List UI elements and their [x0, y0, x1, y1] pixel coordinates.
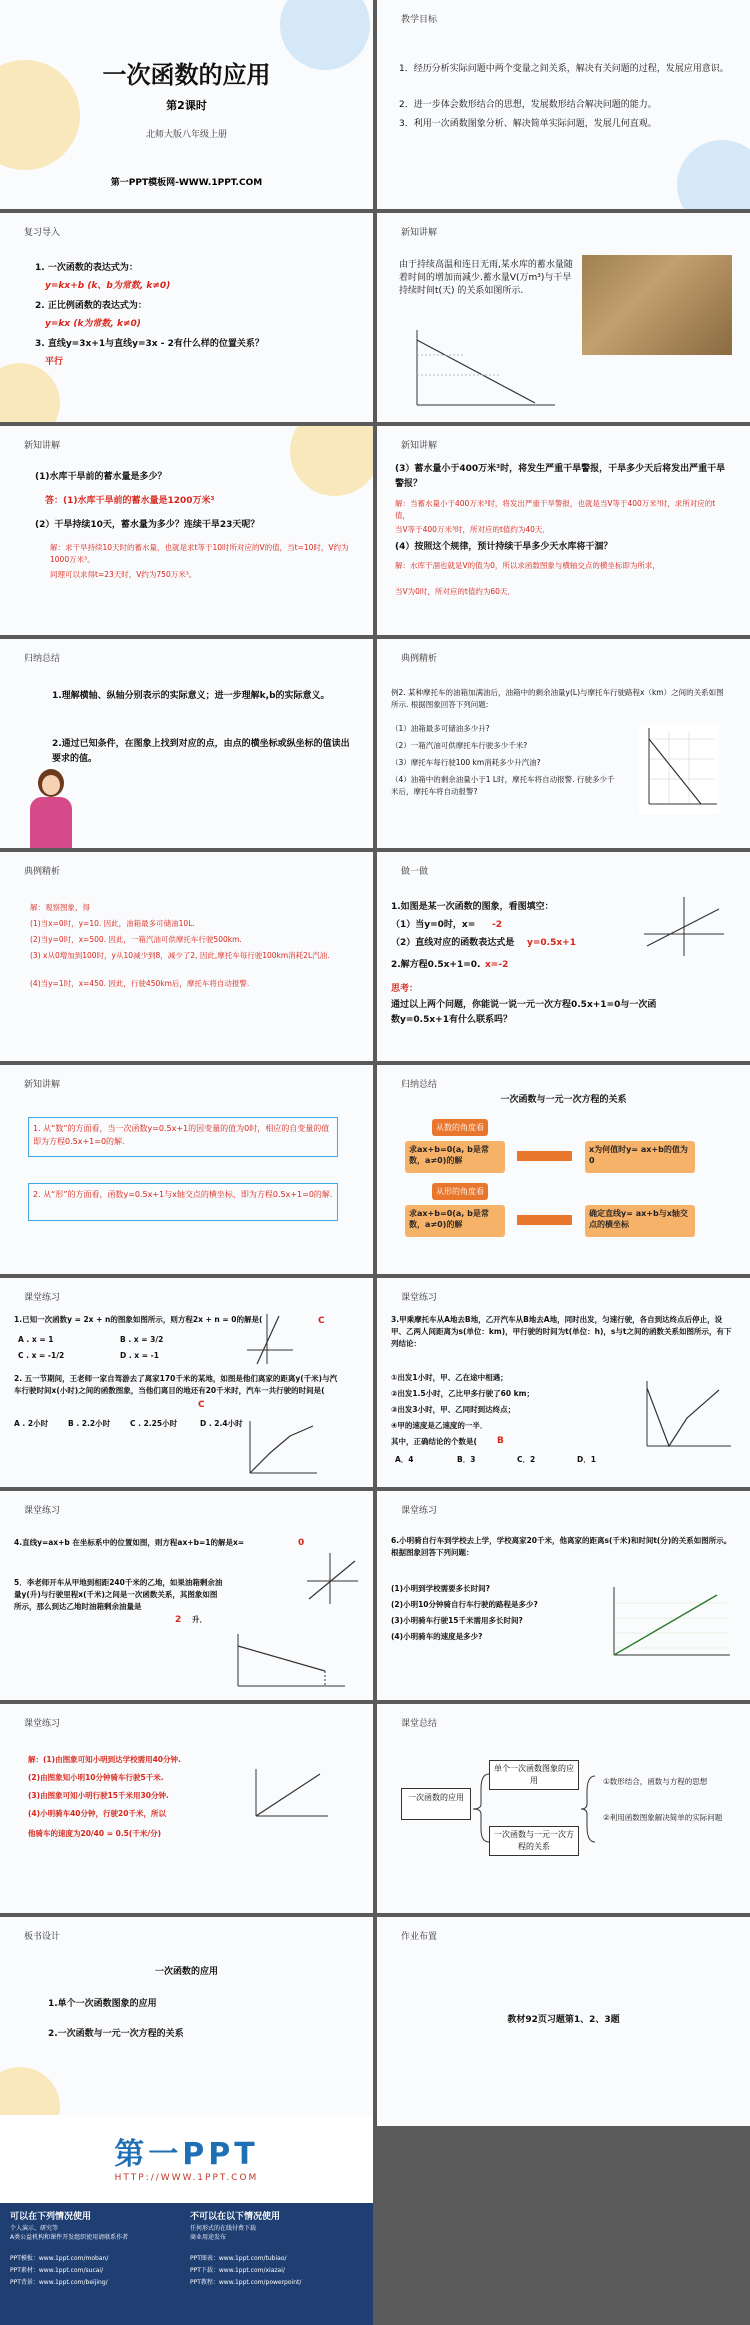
example-question: （1）油箱最多可储油多少升?: [391, 724, 490, 733]
slide-heading: 典例精析: [24, 867, 61, 877]
option: C．2: [517, 1455, 536, 1464]
footer-link[interactable]: PPT素材：www.1ppt.com/sucai/: [10, 2267, 104, 2274]
slide-class-summary: [377, 1704, 750, 1913]
slide-reservoir-q1: [0, 426, 373, 635]
solution-line: 他骑车的速度为20/40 = 0.5(千米/分): [28, 1829, 161, 1838]
slide-practice-1: [0, 1278, 373, 1487]
option: A . 2小时: [14, 1419, 49, 1428]
allowed-heading: 可以在下列情况使用: [10, 2212, 92, 2222]
q4-graph: [305, 1551, 360, 1606]
fuel-mileage-graph: [230, 1631, 350, 1696]
exercise-line: 2.解方程0.5x+1=0.: [391, 960, 481, 970]
question: 2. 正比例函数的表达式为：: [35, 301, 147, 311]
summary-point: 2.通过已知条件，在图象上找到对应的点，由点的横坐标或纵坐标的值读出要求的值。: [52, 739, 350, 764]
answer: 当V等于400万米³时，所对应的t值约为40天．: [395, 525, 550, 534]
sub-question: (1)小明到学校需要多长时间?: [391, 1584, 490, 1593]
goal-item: 1．经历分析实际问题中两个变量之间关系，解决有关问题的过程，发展应用意识。: [399, 64, 729, 74]
slide-homework: [377, 1917, 750, 2126]
footer-link[interactable]: PPT模板：www.1ppt.com/moban/: [10, 2255, 109, 2262]
brand-logo: 第一PPT: [114, 2137, 259, 2172]
board-line: 1.单个一次函数图象的应用: [48, 1999, 157, 2009]
footer-link[interactable]: PPT背景：www.1ppt.com/beijing/: [10, 2279, 108, 2286]
number-view-label: 从数的角度看: [432, 1119, 488, 1136]
disallowed-item: 任何形式的在线付费下载: [190, 2225, 257, 2232]
slide-heading: 课堂练习: [24, 1506, 61, 1516]
number-view-box: 1. 从“数”的方面看，当一次函数y=0.5x+1的因变量的值为0时，相应的自变量的值即为方程0.5x+1=0的解.: [28, 1117, 338, 1157]
deck-publisher: 北师大版八年级上册: [145, 130, 227, 140]
slide-practice-4: [377, 1491, 750, 1700]
footer-bar: [0, 2203, 373, 2325]
option: A . x = 1: [18, 1335, 54, 1344]
answer: 解：当蓄水量小于400万米³时，将发出严重干旱警报，也就是当V等于400万米³时，求所对应的t值，: [395, 499, 716, 520]
root-node: 一次函数的应用: [401, 1788, 471, 1820]
question: (1)水库干旱前的蓄水量是多少？: [35, 472, 167, 482]
question: (3）蓄水量小于400万米³时，将发生严重干旱警报，干旱多少天后将发出严重干旱警报？: [395, 464, 726, 489]
slide-practice-3: [0, 1491, 373, 1700]
answer: 同理可以求得t=23天时，V约为750万米³。: [50, 570, 197, 579]
sub-question: (3)小明骑车行驶15千米需用多长时间?: [391, 1616, 523, 1625]
shape-view-right: 确定直线y= ax+b与x轴交点的横坐标: [585, 1205, 695, 1237]
cracked-earth-photo: [582, 255, 732, 355]
option: C . 2.25小时: [130, 1419, 178, 1428]
option: C . x = -1/2: [18, 1351, 65, 1360]
choice-answer: C: [198, 1400, 205, 1410]
option: D . x = -1: [120, 1351, 159, 1360]
option: D．1: [577, 1455, 596, 1464]
result-item: ①数形结合，函数与方程的思想: [603, 1777, 708, 1786]
sub-question: (2)小明10分钟骑自行车行驶的路程是多少?: [391, 1600, 538, 1609]
slide-try-it: [377, 852, 750, 1061]
allowed-item: 个人演示、研究等: [10, 2225, 59, 2232]
blank-answer: y=0.5x+1: [527, 938, 576, 948]
slide-example-2: [377, 639, 750, 848]
question: (2）干旱持续10天，蓄水量为多少？连续干旱23天呢？: [35, 520, 260, 530]
relation-heading: 一次函数与一元一次方程的关系: [500, 1095, 627, 1105]
footer-link[interactable]: PPT图表：www.1ppt.com/tubiao/: [190, 2255, 287, 2262]
answer: 平行: [45, 357, 64, 367]
practice-question: 5．李老师开车从甲地到相距240千米的乙地，如果油箱剩余油量y(升)与行驶里程x(千米)之间是一次函数关系，其图象如图所示，那么到达乙地时油箱剩余油量是: [14, 1578, 223, 1611]
blank-answer: x=-2: [485, 960, 509, 970]
volume-time-graph: [405, 325, 565, 415]
slide-heading: 教学目标: [401, 15, 438, 25]
slide-title: [0, 0, 373, 209]
shape-view-box: 2. 从“形”的方面看，函数y=0.5x+1与x轴交点的横坐标，即为方程0.5x+1=0的解.: [28, 1183, 338, 1221]
solution-line: (3) x从0增加到100时，y从10减少到8，减少了2, 因此,摩托车每行驶100km消耗2L汽油.: [30, 951, 330, 960]
number-view-right: x为何值时y= ax+b的值为0: [585, 1141, 695, 1173]
question: 3. 直线y=3x+1与直线y=3x - 2有什么样的位置关系？: [35, 339, 264, 349]
slide-heading: 作业布置: [401, 1932, 438, 1942]
summary-brace: [471, 1764, 601, 1854]
exercise-line: （2）直线对应的函数表达式是: [391, 938, 515, 948]
slide-heading: 做一做: [401, 867, 429, 877]
slide-heading: 复习导入: [24, 228, 61, 238]
solution-line: 解：(1)由图象可知小明到达学校需用40分钟.: [28, 1755, 181, 1764]
solution-line: (2)当y=0时，x=500. 因此，一箱汽油可供摩托车行驶500km.: [30, 935, 242, 944]
option: B . 2.2小时: [68, 1419, 111, 1428]
practice-question: 3.甲乘摩托车从A地去B地，乙开汽车从B地去A地，同时出发，匀速行驶，各自到达终点后停止，设甲、乙两人间距离为s(单位：km)，甲行驶的时间为t(单位：h)，s与t之间的函数关系如图所示，有下列结论：: [391, 1315, 732, 1348]
choice-answer: B: [497, 1436, 504, 1446]
slide-review: [0, 213, 373, 422]
slide-heading: 新知讲解: [24, 441, 61, 451]
shape-view-label: 从形的角度看: [432, 1183, 488, 1200]
slide-heading: 典例精析: [401, 654, 438, 664]
disallowed-item: 商业用途发布: [190, 2234, 227, 2241]
option: A．4: [395, 1455, 414, 1464]
statement: ③出发3小时，甲、乙同时到达终点；: [391, 1405, 516, 1414]
slide-heading: 课堂练习: [24, 1293, 61, 1303]
distance-time-graph: [639, 1378, 734, 1453]
choice-answer: C: [318, 1316, 325, 1326]
allowed-item: A类公益机构和课件开发组织使用请联系作者: [10, 2234, 129, 2241]
answer: 解：水库干涸也就是V的值为0，所以求函数图象与横轴交点的横坐标即为所求，: [395, 561, 660, 570]
example-question: （4）油箱中的剩余油量小于1 L时，摩托车将自动报警. 行驶多少千米后，摩托车将自动报警?: [391, 775, 615, 796]
answer: 答：(1)水库干旱前的蓄水量是1200万米³: [45, 496, 215, 506]
problem-text: 由于持续高温和连日无雨,某水库的蓄水量随着时间的增加而减少.蓄水量V(万m³)与干旱持续时间t(天) 的关系如图所示.: [399, 260, 573, 296]
slide-summary-1: [0, 639, 373, 848]
bike-distance-graph-small: [250, 1766, 330, 1821]
slide-heading: 新知讲解: [24, 1080, 61, 1090]
arrow-icon: [517, 1151, 572, 1161]
goal-item: 2．进一步体会数形结合的思想，发展数形结合解决问题的能力。: [399, 100, 657, 110]
homework-text: 教材92页习题第1、2、3题: [507, 2015, 620, 2025]
bike-distance-graph: [602, 1583, 732, 1663]
think-question: 通过以上两个问题，你能说一说一元一次方程0.5x+1=0与一次函数y=0.5x+1有什么联系吗？: [391, 1000, 657, 1025]
statement: ②出发1.5小时，乙比甲多行驶了60 km；: [391, 1389, 534, 1398]
brand-url: HTTP://WWW.1PPT.COM: [114, 2173, 259, 2183]
answer: 解：求干旱持续10天时的蓄水量，也就是求t等于10时所对应的V的值，当t=10时，V约为1000万米³。: [50, 543, 349, 564]
q2-graph: [245, 1418, 320, 1478]
slide-heading: 归纳总结: [24, 654, 61, 664]
slide-heading: 新知讲解: [401, 441, 438, 451]
option: D . 2.4小时: [200, 1419, 243, 1428]
footer-link[interactable]: PPT教程：www.1ppt.com/powerpoint/: [190, 2279, 302, 2286]
slide-heading: 课堂练习: [24, 1719, 61, 1729]
site-credit: 第一PPT模板网-WWW.1PPT.COM: [110, 178, 263, 188]
shape-view-left: 求ax+b=0(a, b是常数，a≠0)的解: [405, 1205, 505, 1237]
slide-heading: 课堂总结: [401, 1719, 438, 1729]
blank-answer: -2: [492, 920, 502, 930]
practice-question: 1.已知一次函数y = 2x + n的图象如图所示，则方程2x + n = 0的解是(: [14, 1315, 263, 1324]
answer: 当V为0时，所对应的t值约为60天．: [395, 587, 515, 596]
example-intro: 例2. 某种摩托车的油箱加满油后，油箱中的剩余油量y(L)与摩托车行驶路程x（km）之间的关系如图所示. 根据图象回答下列问题:: [391, 688, 724, 709]
slide-relation-summary: [377, 1065, 750, 1274]
deck-subtitle: 第2课时: [166, 99, 207, 112]
slide-reservoir-q3: [377, 426, 750, 635]
question: (4）按照这个规律，预计持续干旱多少天水库将干涸？: [395, 542, 613, 552]
option: B . x = 3/2: [120, 1335, 164, 1344]
exercise-line: （1）当y=0时，x=: [391, 920, 476, 930]
result-item: ②利用函数图象解决简单的实际问题: [603, 1813, 723, 1822]
disallowed-heading: 不可以在以下情况使用: [190, 2212, 281, 2222]
unit-text: 升．: [192, 1615, 207, 1624]
question: 1. 一次函数的表达式为：: [35, 263, 138, 273]
statement: ①出发1小时，甲、乙在途中相遇；: [391, 1373, 508, 1382]
slide-heading: 课堂练习: [401, 1506, 438, 1516]
blank-answer: 0: [298, 1538, 305, 1548]
number-view-left: 求ax+b=0(a, b是常数，a≠0)的解: [405, 1141, 505, 1173]
slide-heading: 归纳总结: [401, 1080, 438, 1090]
answer: y=kx+b (k、b为常数, k≠0): [45, 281, 171, 291]
slide-heading: 课堂练习: [401, 1293, 438, 1303]
board-heading: 一次函数的应用: [154, 1967, 218, 1977]
solution-line: (3)由图象可知小明行驶15千米用30分钟.: [28, 1791, 169, 1800]
statement: ④甲的速度是乙速度的一半．: [391, 1421, 488, 1430]
fuel-distance-graph: [639, 724, 719, 814]
solution-line: (4)小明骑车40分钟，行驶20千米，所以: [28, 1809, 166, 1818]
footer-ad: [0, 2115, 373, 2325]
slide-practice-2: [377, 1278, 750, 1487]
deck-title: 一次函数的应用: [102, 61, 271, 89]
slide-practice-4-solution: [0, 1704, 373, 1913]
footer-link[interactable]: PPT下载：www.1ppt.com/xiazai/: [190, 2267, 285, 2274]
example-question: （2）一箱汽油可供摩托车行驶多少千米?: [391, 741, 528, 750]
solution-line: 解：观察图象，得: [30, 903, 90, 912]
slide-reservoir: [377, 213, 750, 422]
board-line: 2.一次函数与一元一次方程的关系: [48, 2029, 184, 2039]
summary-point: 1.理解横轴、纵轴分别表示的实际意义；进一步理解k,b的实际意义。: [52, 691, 330, 701]
slide-goals: [377, 0, 750, 209]
statement: 其中，正确结论的个数是(: [391, 1437, 477, 1446]
exercise-question: 1.如图是某一次函数的图象，看图填空：: [391, 902, 554, 912]
branch-node: 单个一次函数图象的应用: [489, 1760, 579, 1790]
practice-question: 2. 五一节期间，王老师一家自驾游去了离家170千米的某地，如图是他们离家的距离y(千米)与汽车行驶时间x(小时)之间的函数图象，当他们离目的地还有20千米时，汽车一共行驶的时间是(: [14, 1374, 338, 1395]
slide-number-shape: [0, 1065, 373, 1274]
goal-item: 3．利用一次函数图象分析、解决简单实际问题，发展几何直观。: [399, 119, 657, 129]
solution-line: (1)当x=0时，y=10. 因此，油箱最多可储油10L.: [30, 919, 195, 928]
arrow-icon: [517, 1215, 572, 1225]
example-question: （3）摩托车每行驶100 km消耗多少升汽油?: [391, 758, 541, 767]
practice-question: 6.小明骑自行车到学校去上学，学校离家20千米，他离家的距离s(千米)和时间t(分)的关系如图所示。根据图象回答下列问题：: [391, 1536, 732, 1557]
think-label: 思考：: [391, 984, 419, 994]
branch-node: 一次函数与一元一次方程的关系: [489, 1826, 579, 1856]
practice-question: 4.直线y=ax+b 在坐标系中的位置如图，则方程ax+b=1的解是x=: [14, 1538, 245, 1547]
answer: y=kx (k为常数, k≠0): [45, 319, 141, 329]
q1-graph: [245, 1312, 295, 1367]
blank-answer: 2: [175, 1615, 182, 1625]
solution-line: (2)由图象知小明10分钟骑车行驶5千米.: [28, 1773, 164, 1782]
slide-heading: 新知讲解: [401, 228, 438, 238]
teacher-illustration: [18, 769, 88, 848]
line-graph: [639, 894, 729, 959]
option: B．3: [457, 1455, 476, 1464]
sub-question: (4)小明骑车的速度是多少?: [391, 1632, 483, 1641]
slide-example-2-solution: [0, 852, 373, 1061]
slide-heading: 板书设计: [24, 1932, 61, 1942]
solution-line: (4)当y=1时，x=450. 因此，行驶450km后，摩托车将自动报警.: [30, 979, 250, 988]
slide-board-design: [0, 1917, 373, 2126]
